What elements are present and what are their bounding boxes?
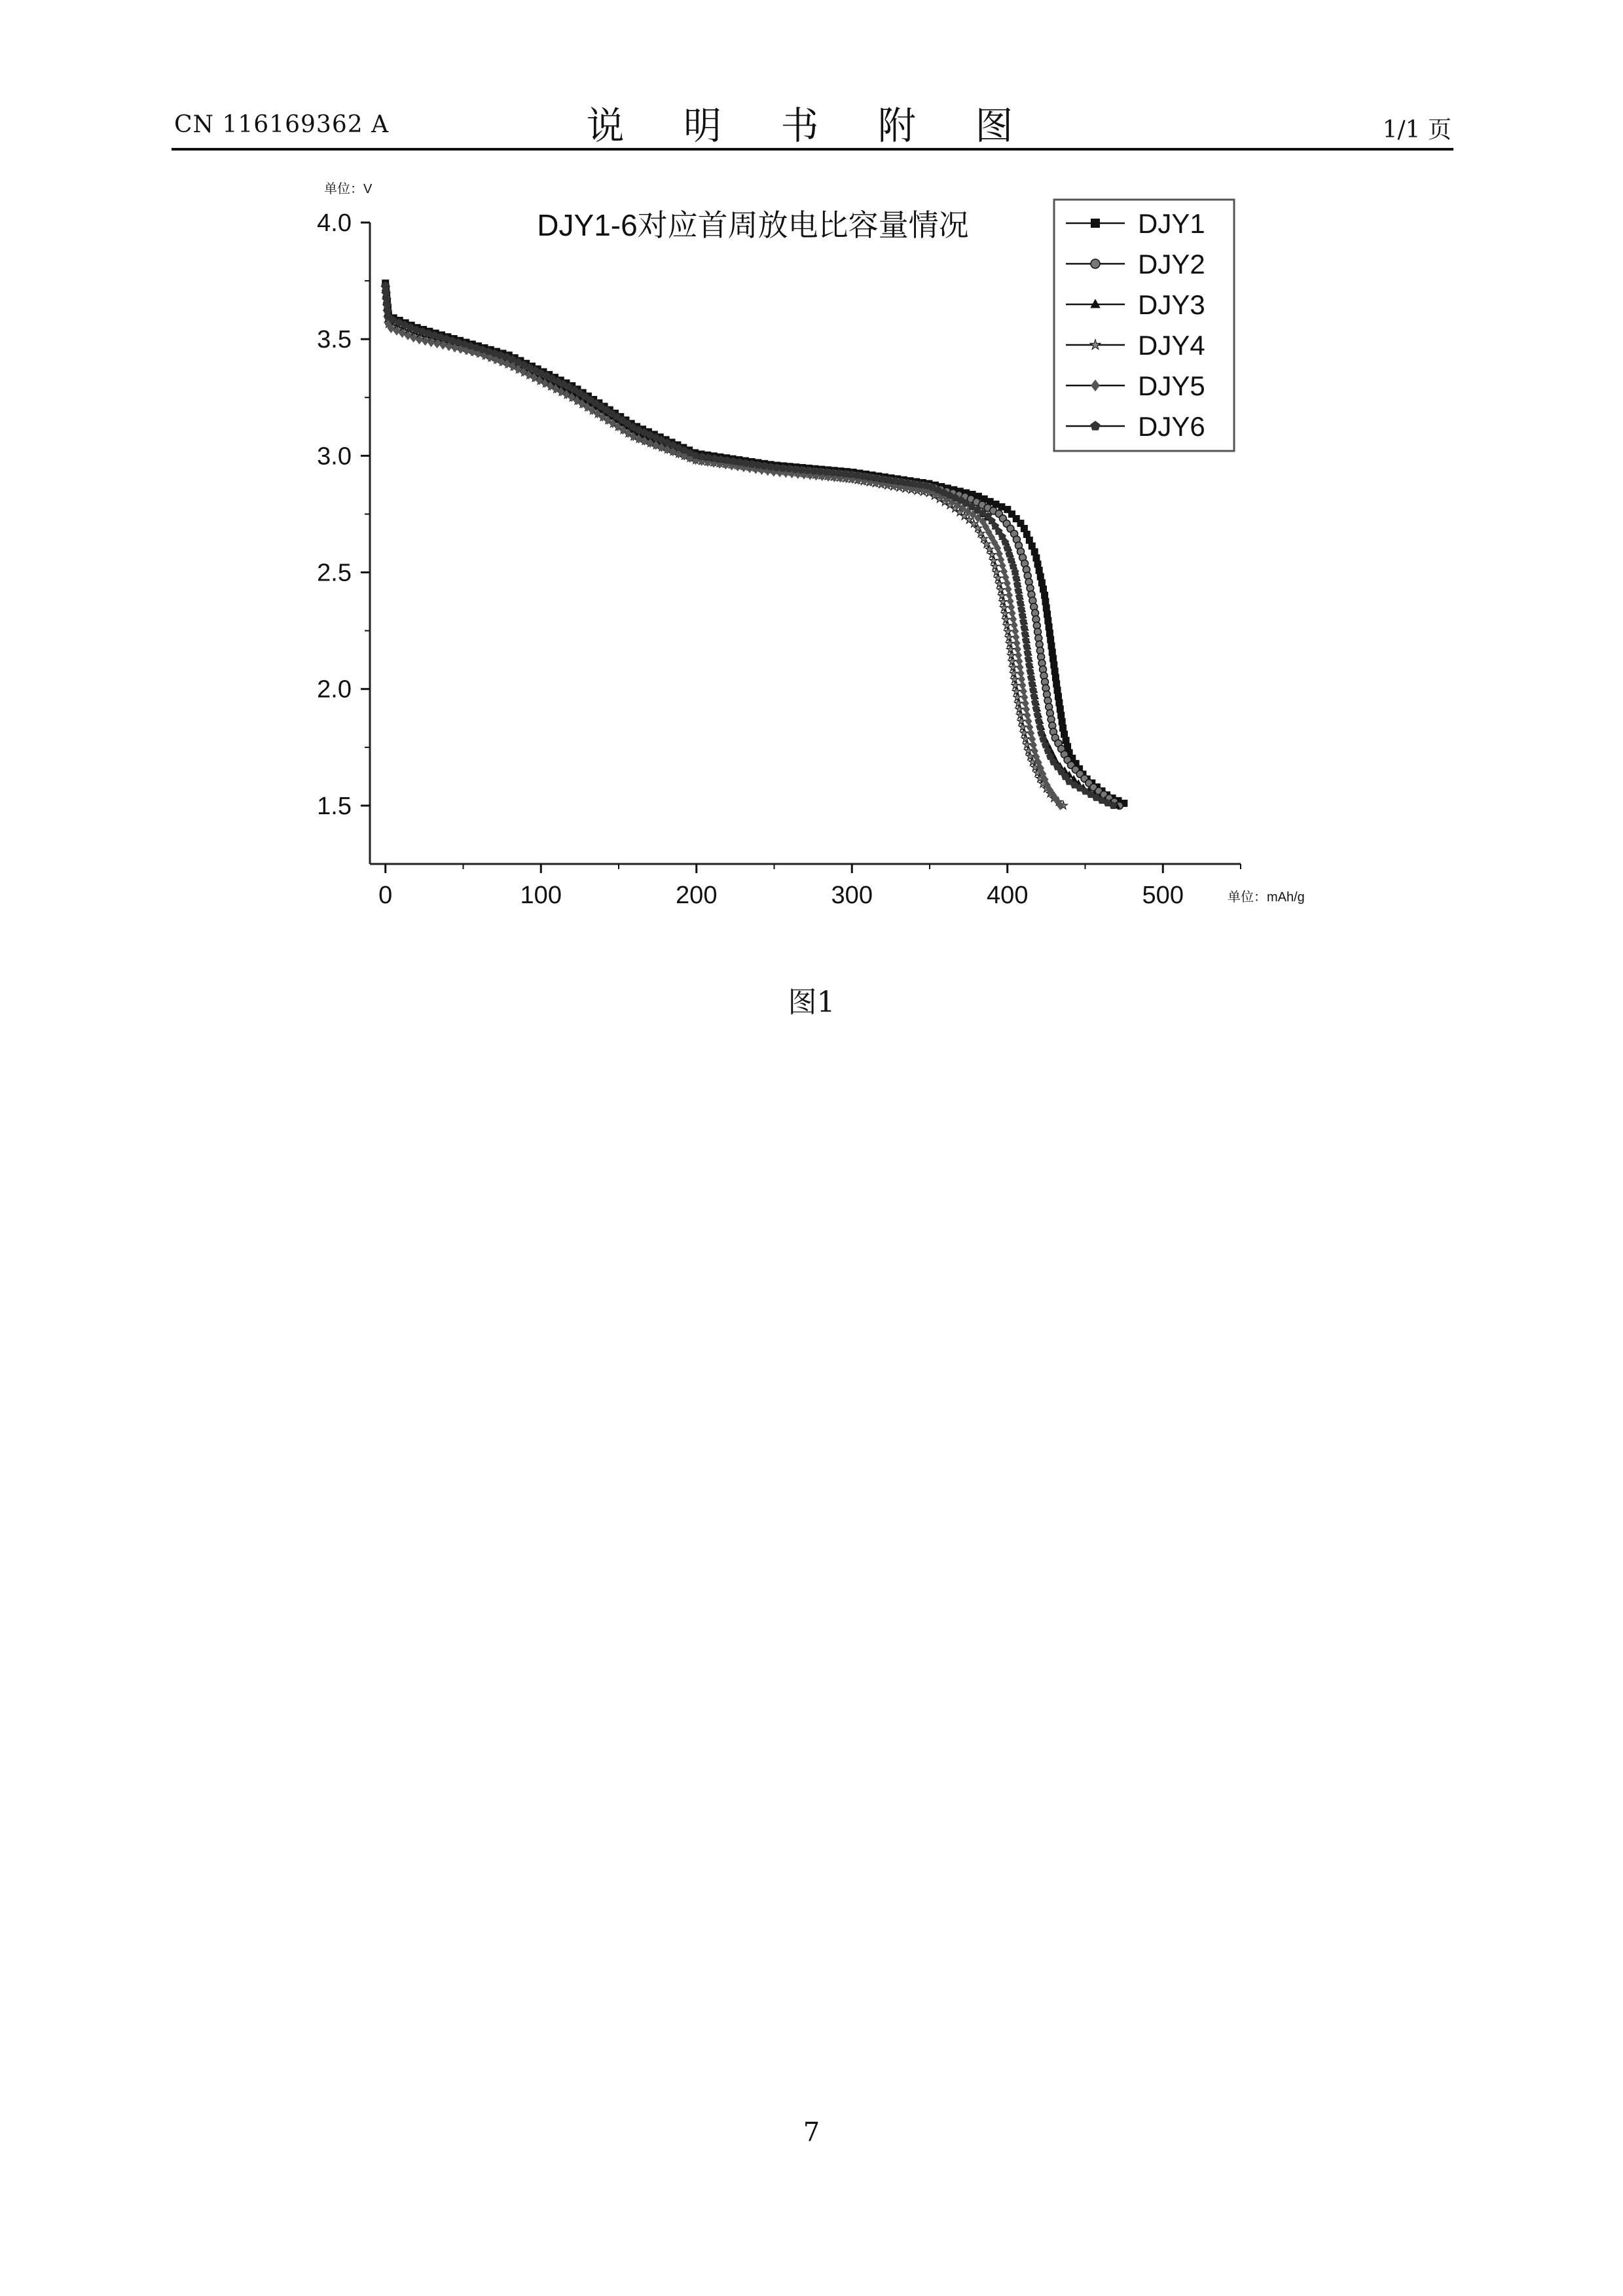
data-point-djy1 xyxy=(1053,680,1060,687)
data-point-djy1 xyxy=(1055,699,1063,706)
legend-marker xyxy=(1091,219,1100,228)
series-line-djy6 xyxy=(386,285,1114,806)
data-point-djy1 xyxy=(1050,661,1057,668)
data-point-djy1 xyxy=(1041,592,1048,599)
data-point-djy1 xyxy=(1044,611,1051,618)
page-label: 1/1 页 xyxy=(1382,117,1451,143)
x-tick-label: 300 xyxy=(831,882,873,909)
data-point-djy1 xyxy=(1032,554,1040,562)
y-axis-unit-label: 单位：V xyxy=(324,182,373,196)
data-point-djy1 xyxy=(1061,730,1068,738)
data-point-djy1 xyxy=(1055,693,1062,700)
data-point-djy1 xyxy=(1047,636,1054,643)
data-point-djy1 xyxy=(1043,604,1050,611)
x-tick-label: 100 xyxy=(520,882,562,909)
data-point-djy1 xyxy=(1048,642,1055,649)
data-point-djy1 xyxy=(1059,725,1067,732)
y-tick-label: 2.0 xyxy=(317,675,352,704)
data-point-djy1 xyxy=(1042,598,1049,605)
page-number: 7 xyxy=(803,2117,820,2147)
data-point-djy1 xyxy=(1051,668,1059,675)
legend-label: DJY4 xyxy=(1138,330,1205,361)
data-point-djy1 xyxy=(1036,567,1043,574)
data-point-djy1 xyxy=(1059,718,1066,725)
data-point-djy1 xyxy=(1049,649,1056,656)
series-line-djy5 xyxy=(386,288,1061,806)
discharge-capacity-chart xyxy=(275,164,1336,916)
legend-label: DJY1 xyxy=(1138,208,1205,239)
x-tick-label: 0 xyxy=(378,882,393,909)
data-point-djy1 xyxy=(1049,655,1057,662)
series-djy6 xyxy=(382,281,1118,809)
y-tick-label: 2.5 xyxy=(317,559,352,587)
page-title: 说 明 书 附 图 xyxy=(586,103,1037,148)
data-point-djy1 xyxy=(1034,560,1042,567)
y-tick-label: 3.5 xyxy=(317,326,352,354)
data-point-djy1 xyxy=(1054,687,1061,694)
data-point-djy1 xyxy=(1052,674,1059,681)
y-tick-label: 1.5 xyxy=(317,792,352,820)
figure-caption: 图1 xyxy=(788,986,835,1019)
x-tick-label: 500 xyxy=(1142,882,1184,909)
legend-label: DJY6 xyxy=(1138,411,1205,442)
data-point-djy1 xyxy=(1057,712,1065,719)
legend-marker xyxy=(1091,259,1100,268)
data-point-djy1 xyxy=(1040,586,1047,593)
data-point-djy1 xyxy=(1046,623,1053,630)
series-djy5 xyxy=(382,283,1064,810)
y-tick-label: 3.0 xyxy=(317,442,352,471)
y-tick-label: 4.0 xyxy=(317,209,352,237)
legend-label: DJY3 xyxy=(1138,289,1205,320)
x-tick-label: 400 xyxy=(987,882,1029,909)
series-layer xyxy=(382,279,1128,810)
chart-title: DJY1-6对应首周放电比容量情况 xyxy=(537,208,969,242)
legend-label: DJY2 xyxy=(1138,249,1205,279)
data-point-djy1 xyxy=(1057,706,1064,713)
series-line-djy4 xyxy=(386,288,1064,806)
x-axis-unit-label: 单位：mAh/g xyxy=(1228,890,1305,905)
series-djy4 xyxy=(382,283,1068,809)
data-point-djy1 xyxy=(1044,617,1051,624)
legend xyxy=(1054,200,1234,451)
data-point-djy1 xyxy=(1038,579,1046,586)
data-point-djy1 xyxy=(1063,737,1070,744)
document-number: CN 116169362 A xyxy=(174,111,390,138)
data-point-djy1 xyxy=(1046,630,1053,637)
x-tick-label: 200 xyxy=(676,882,718,909)
header-divider xyxy=(172,148,1453,151)
legend-label: DJY5 xyxy=(1138,370,1205,401)
data-point-djy1 xyxy=(1037,573,1044,581)
